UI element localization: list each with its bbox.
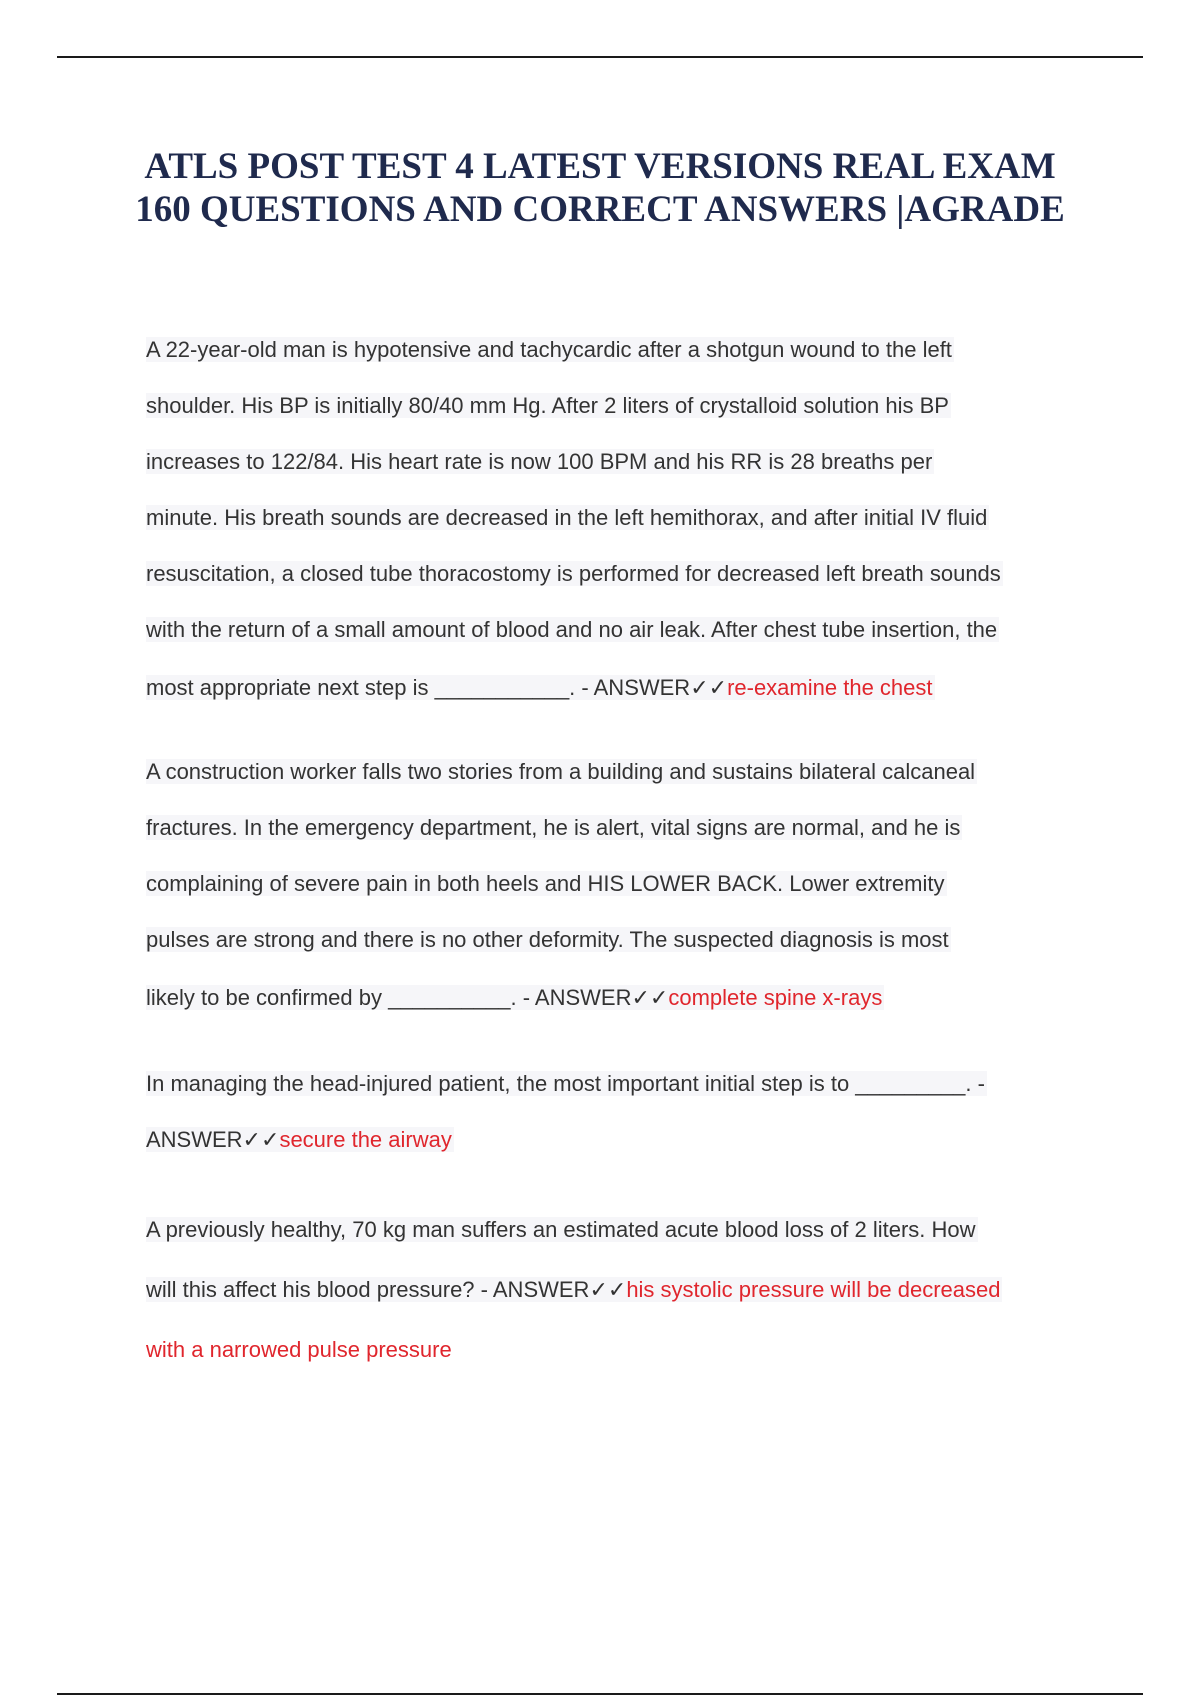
question-1 xyxy=(146,322,1091,718)
question-4 xyxy=(146,1200,1091,1380)
title-line-1: ATLS POST TEST 4 LATEST VERSIONS REAL EXAM xyxy=(144,146,1056,187)
bottom-rule xyxy=(57,1693,1143,1695)
question-2-line-3: complaining of severe pain in both heels and HIS LOWER BACK. Lower extremity xyxy=(146,871,945,896)
question-3-line-1: In managing the head-injured patient, the most important initial step is to _________. - xyxy=(146,1071,985,1096)
question-3 xyxy=(146,1056,1091,1168)
question-2-line-5: likely to be confirmed by __________. - ANSWER✓✓complete spine x-rays xyxy=(146,985,883,1010)
question-2-line-4: pulses are strong and there is no other deformity. The suspected diagnosis is most xyxy=(146,927,949,952)
question-1-line-6: with the return of a small amount of blood and no air leak. After chest tube insertion, the xyxy=(146,617,998,642)
question-1-line-1: A 22-year-old man is hypotensive and tachycardic after a shotgun wound to the left xyxy=(146,337,952,362)
answer-4-part-1: his systolic pressure will be decreased xyxy=(626,1277,1001,1302)
question-4-line-3 xyxy=(146,1320,1091,1380)
question-1-line-4: minute. His breath sounds are decreased in the left hemithorax, and after initial IV fluid xyxy=(146,505,988,530)
question-1-line-7: most appropriate next step is ___________. - ANSWER✓✓re-examine the chest xyxy=(146,675,933,700)
answer-2: complete spine x-rays xyxy=(668,985,883,1010)
question-1-line-3: increases to 122/84. His heart rate is now 100 BPM and his RR is 28 breaths per xyxy=(146,449,933,474)
answer-4-part-2: with a narrowed pulse pressure xyxy=(146,1337,452,1362)
answer-3: secure the airway xyxy=(279,1127,452,1152)
question-2 xyxy=(146,744,1091,1028)
answer-1: re-examine the chest xyxy=(727,675,933,700)
answer-marker: - ANSWER✓✓ xyxy=(581,675,728,700)
question-2-line-1: A construction worker falls two stories from a building and sustains bilateral calcaneal xyxy=(146,759,976,784)
question-4-line-2: will this affect his blood pressure? - ANSWER✓✓his systolic pressure will be decreased xyxy=(146,1277,1001,1302)
title-line-2: 160 QUESTIONS AND CORRECT ANSWERS |AGRADE xyxy=(135,189,1065,230)
question-3-line-2: ANSWER✓✓secure the airway xyxy=(146,1127,452,1152)
question-2-line-2: fractures. In the emergency department, he is alert, vital signs are normal, and he is xyxy=(146,815,961,840)
answer-marker: - ANSWER✓✓ xyxy=(522,985,669,1010)
question-1-line-5: resuscitation, a closed tube thoracostomy is performed for decreased left breath sounds xyxy=(146,561,1001,586)
question-1-line-2: shoulder. His BP is initially 80/40 mm Hg. After 2 liters of crystalloid solution his BP xyxy=(146,393,949,418)
answer-marker: - ANSWER✓✓ xyxy=(480,1277,627,1302)
question-4-line-1: A previously healthy, 70 kg man suffers an estimated acute blood loss of 2 liters. How xyxy=(146,1217,976,1242)
